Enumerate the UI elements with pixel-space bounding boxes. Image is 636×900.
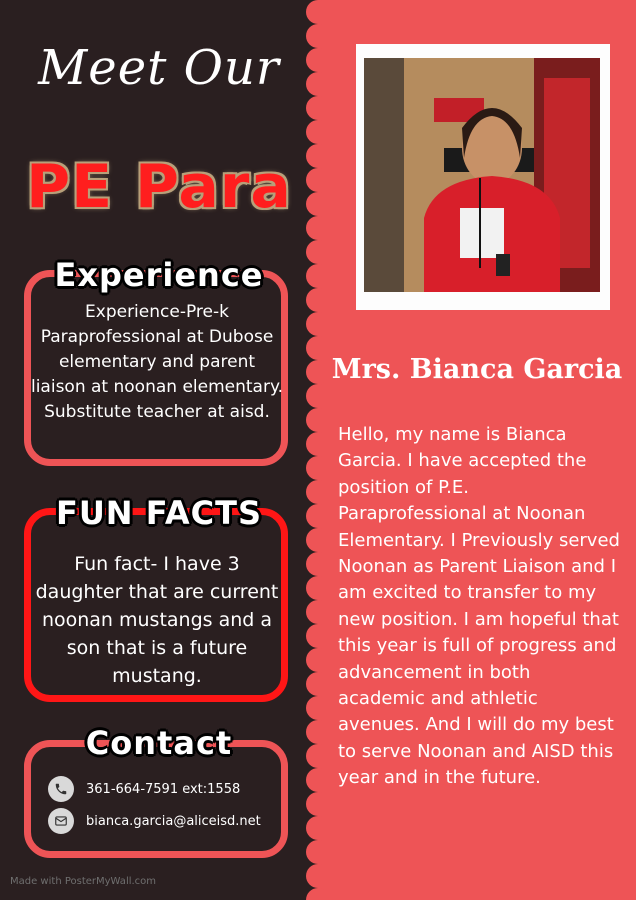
watermark: Made with PosterMyWall.com [10, 876, 157, 887]
scallop-bump [306, 696, 330, 720]
pe-para-title: PE Para [26, 152, 292, 222]
scallop-bump [306, 576, 330, 600]
profile-photo [364, 58, 600, 292]
scallop-bump [306, 408, 330, 432]
scallop-bump [306, 840, 330, 864]
scallop-divider [304, 0, 332, 900]
scallop-bump [306, 384, 330, 408]
scallop-bump [306, 96, 330, 120]
scallop-bump [306, 120, 330, 144]
fun-facts-text: Fun fact- I have 3 daughter that are current noonan mustangs and a son that is a future mustang. [35, 553, 279, 687]
mail-icon [48, 808, 74, 834]
meet-our-heading: Meet Our [38, 40, 280, 96]
scallop-bump [306, 0, 330, 24]
scallop-bump [306, 312, 330, 336]
contact-email[interactable]: bianca.garcia@aliceisd.net [86, 813, 261, 829]
fun-facts-title: FUN FACTS [55, 494, 263, 532]
scallop-bump [306, 432, 330, 456]
experience-title: Experience [54, 256, 264, 294]
scallop-bump [306, 648, 330, 672]
experience-text: Experience-Pre-k Paraprofessional at Dubose elementary and parent liaison at noonan elementary. Substitute teacher at aisd. [30, 302, 283, 422]
profile-name: Mrs. Bianca Garcia [331, 354, 623, 385]
contact-email-row [48, 808, 261, 834]
scallop-bump [306, 624, 330, 648]
scallop-bump [306, 456, 330, 480]
scallop-bump [306, 792, 330, 816]
contact-phone[interactable]: 361-664-7591 ext:1558 [86, 781, 241, 797]
contact-phone-row [48, 776, 240, 802]
scallop-bump [306, 600, 330, 624]
scallop-bump [306, 864, 330, 888]
scallop-bump [306, 672, 330, 696]
contact-title: Contact [85, 724, 233, 762]
scallop-bump [306, 816, 330, 840]
profile-bio: Hello, my name is Bianca Garcia. I have accepted the position of P.E. Paraprofessional at Noonan Elementary. I Previously served Noonan as Parent Liaison and I am excited to transfer to my new position. I am hopeful that this year is full of progress and advancement in both academic and athletic avenues. And I will do my best to serve Noonan and AISD this year and in the future. [338, 424, 620, 789]
scallop-bump [306, 768, 330, 792]
phone-icon [48, 776, 74, 802]
scallop-bump [306, 552, 330, 576]
